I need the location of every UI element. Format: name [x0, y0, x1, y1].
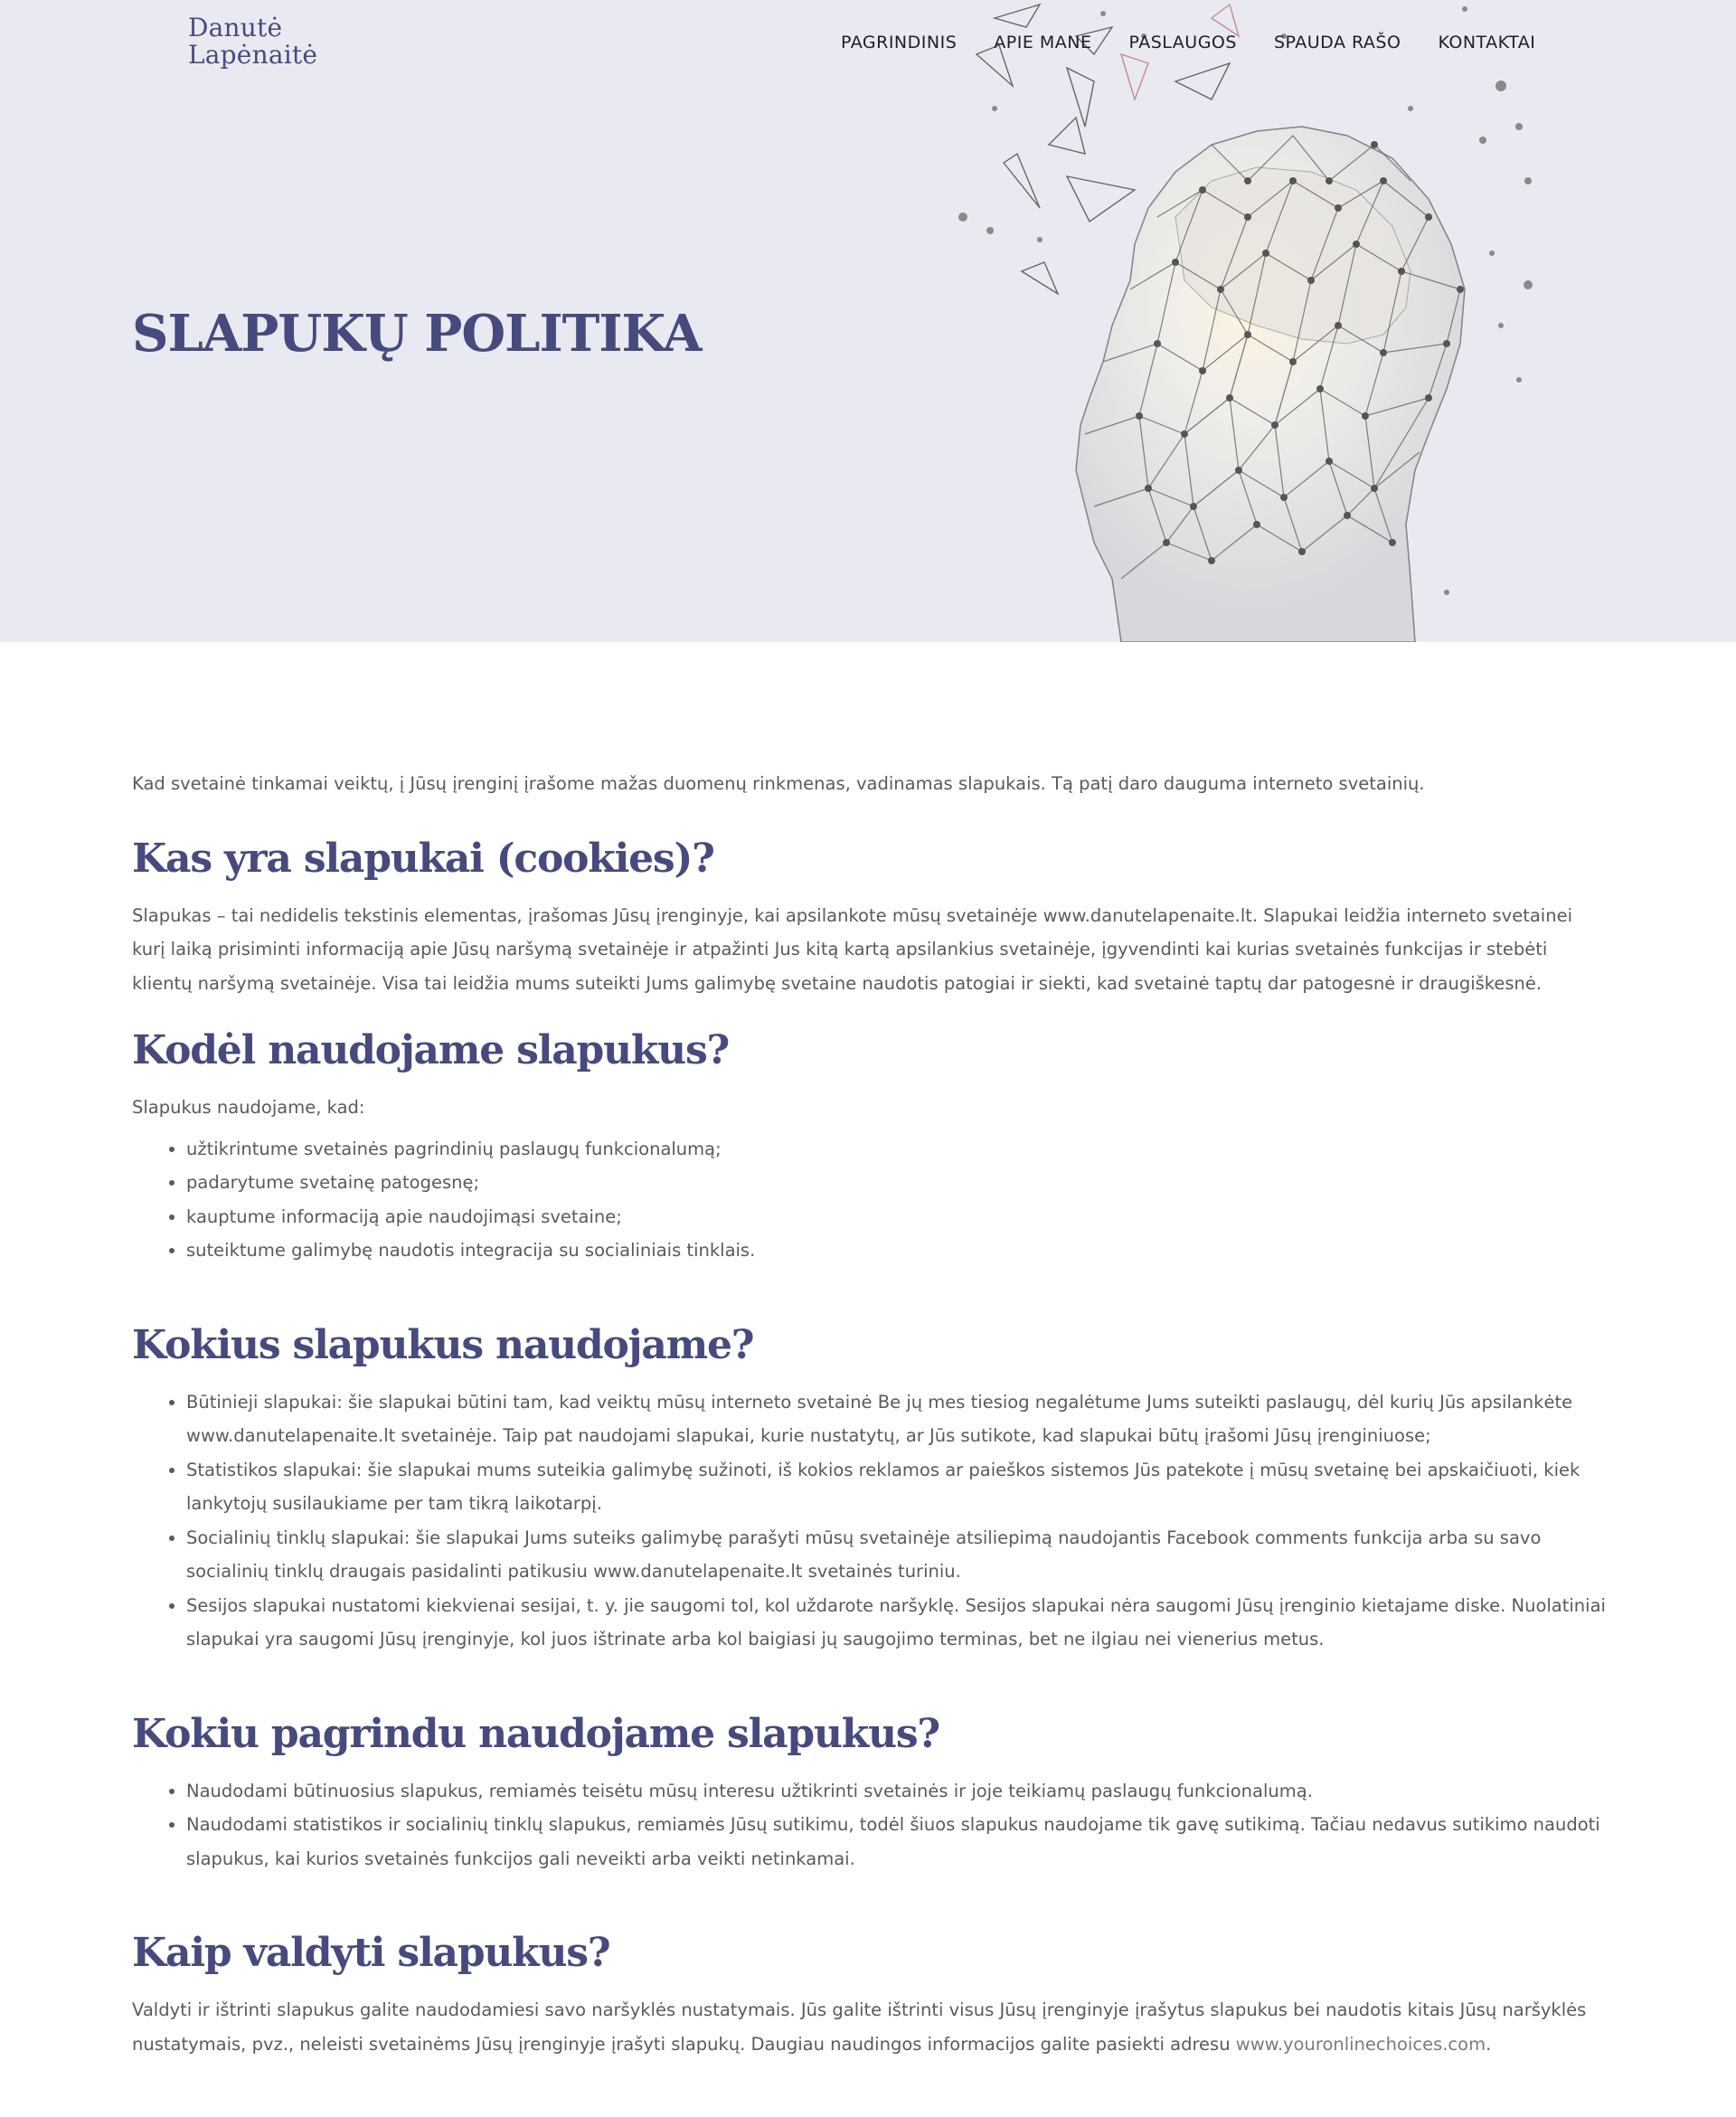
- nav-item-kontaktai[interactable]: KONTAKTAI: [1438, 33, 1536, 52]
- site-logo[interactable]: [188, 14, 317, 69]
- section-heading-legal-basis: Kokiu pagrindu naudojame slapukus?: [132, 1710, 940, 1757]
- list-item: • Naudodami būtinuosius slapukus, remiamės teisėtu mūsų interesu užtikrinti svetainės ir joje teikiamų paslaugų funkcionalumą.: [186, 1774, 1606, 1809]
- why-cookies-list: [132, 1132, 1606, 1268]
- legal-basis-list: [132, 1774, 1606, 1876]
- nav-item-paslaugos[interactable]: PASLAUGOS: [1128, 33, 1237, 52]
- section-text-what-are-cookies: Slapukas – tai nedidelis tekstinis elementas, įrašomas Jūsų įrenginyje, kai apsilankote mūsų svetainėje www.danutelapenaite.lt. Slapukai leidžia interneto svetainei kurį laiką prisiminti informaciją apie Jūsų naršymą svetainėje ir atpažinti Jus kitą kartą apsilankius svetainėje, įgyvendinti kai kurias svetainės funkcijas ir stebėti klientų naršymą svetainėje. Visa tai leidžia mums suteikti Jums galimybę svetaine naudotis patogiai ir siekti, kad svetainė taptų dar patogesnė ir draugiškesnė.: [132, 904, 1572, 994]
- list-item: • Statistikos slapukai: šie slapukai mums suteikia galimybę sužinoti, iš kokios reklamos ar paieškos sistemos Jūs patekote į mūsų svetainę bei apskaičiuoti, kiek lankytojų susilaukiame per tam tikrą laikotarpį.: [186, 1453, 1606, 1521]
- section-heading-cookie-types: Kokius slapukus naudojame?: [132, 1321, 754, 1368]
- list-item: • Būtinieji slapukai: šie slapukai būtini tam, kad veiktų mūsų interneto svetainė Be jų mes tiesiog negalėtume Jums suteikti paslaugų, dėl kurių Jūs apsilankėte www.danutelapenaite.lt svetainėje. Taip pat naudojami slapukai, kurie nustatytų, ar Jūs sutikote, kad slapukai būtų įrašomi Jūsų įrenginiuose;: [186, 1385, 1606, 1453]
- manage-cookies-text: Valdyti ir ištrinti slapukus galite naudodamiesi savo naršyklės nustatymais. Jūs galite ištrinti visus Jūsų įrenginyje įrašytus slapukus bei naudotis kitais Jūsų naršyklės nustatymais, pvz., neleisti svetainėms Jūsų įrenginyje įrašyti slapukų. Daugiau naudingos informacijos galite pasiekti adresu: [132, 1999, 1587, 2055]
- logo-line2: Lapėnaitė: [188, 40, 318, 70]
- logo-line1: Danutė: [188, 13, 283, 43]
- cookie-types-list: [132, 1385, 1606, 1657]
- policy-content: [132, 767, 1606, 2061]
- section-text-manage-cookies: [132, 1993, 1606, 2061]
- list-item: • padarytume svetainę patogesnę;: [186, 1166, 1606, 1200]
- youronlinechoices-link[interactable]: www.youronlinechoices.com: [1235, 2033, 1486, 2055]
- list-item: • suteiktume galimybę naudotis integracija su socialiniais tinklais.: [186, 1233, 1606, 1268]
- nav-item-apie-mane[interactable]: APIE MANE: [994, 33, 1092, 52]
- nav-item-pagrindinis[interactable]: PAGRINDINIS: [841, 33, 958, 52]
- list-item: • Naudodami statistikos ir socialinių tinklų slapukus, remiamės Jūsų sutikimu, todėl šiuos slapukus naudojame tik gavę sutikimą. Tačiau nedavus sutikimo naudoti slapukus, kai kurios svetainės funkcijos gali neveikti arba veikti netinkamai.: [186, 1808, 1606, 1876]
- list-item: • Socialinių tinklų slapukai: šie slapukai Jums suteiks galimybę parašyti mūsų svetainėje atsiliepimą naudojantis Facebook comments funkcija arba su savo socialinių tinklų draugais pasidalinti patikusiu www.danutelapenaite.lt svetainės turiniu.: [186, 1521, 1606, 1589]
- section-heading-what-are-cookies: Kas yra slapukai (cookies)?: [132, 835, 714, 882]
- list-item: • kauptume informaciją apie naudojimąsi svetaine;: [186, 1200, 1606, 1234]
- link-suffix: .: [1486, 2033, 1492, 2055]
- page-title: SLAPUKŲ POLITIKA: [132, 304, 702, 364]
- section-heading-why-cookies: Kodėl naudojame slapukus?: [132, 1027, 730, 1073]
- intro-paragraph: Kad svetainė tinkamai veiktų, į Jūsų įrenginį įrašome mažas duomenų rinkmenas, vadinamas slapukais. Tą patį daro dauguma interneto svetainių.: [132, 773, 1425, 794]
- main-navigation: [841, 33, 1572, 52]
- nav-item-spauda-raso[interactable]: SPAUDA RAŠO: [1273, 33, 1401, 52]
- list-item: • Sesijos slapukai nustatomi kiekvienai sesijai, t. y. jie saugomi tol, kol uždarote naršyklę. Sesijos slapukai nėra saugomi Jūsų įrenginio kietajame diske. Nuolatiniai slapukai yra saugomi Jūsų įrenginyje, kol juos ištrinate arba kol baigiasi jų saugojimo terminas, bet ne ilgiau nei vienerius metus.: [186, 1589, 1606, 1657]
- hero-banner: [0, 0, 1736, 642]
- network-head-illustration: [940, 0, 1736, 642]
- section-heading-manage-cookies: Kaip valdyti slapukus?: [132, 1930, 610, 1976]
- section-text-why-cookies: Slapukus naudojame, kad:: [132, 1097, 365, 1118]
- list-item: • užtikrintume svetainės pagrindinių paslaugų funkcionalumą;: [186, 1132, 1606, 1167]
